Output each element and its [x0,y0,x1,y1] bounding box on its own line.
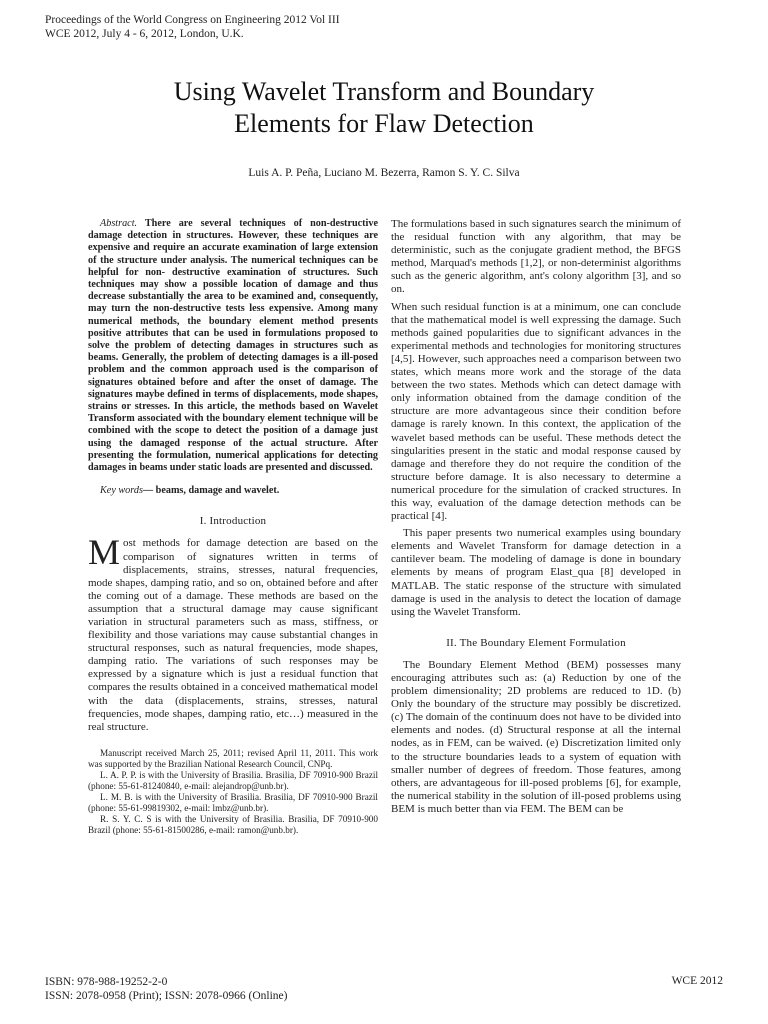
author-list: Luis A. P. Peña, Luciano M. Bezerra, Ramon S. Y. C. Silva [248,167,520,179]
issn: ISSN: 2078-0958 (Print); ISSN: 2078-0966 (Online) [45,990,288,1002]
header-line-2: WCE 2012, July 4 - 6, 2012, London, U.K. [45,28,244,40]
proceedings-header [45,13,340,41]
body-paragraph: This paper presents two numerical examples using boundary elements and Wavelet Transform for damage detection in a cantilever beam. The modeling of damage is done in boundary elements by means of program Elast_qua [8] developed in MATLAB. The static response of the structure with simulated damage is used in the analysis to detect the location of damage using the Wavelet Transform. [391,527,681,618]
footnote-item: L. A. P. P. is with the University of Brasilia. Brasilia, DF 70910-900 Brazil (phone: 55-61-81240840, e-mail: alejandrop@unb.br). [88,769,378,791]
isbn: ISBN: 978-988-19252-2-0 [45,976,168,988]
title-line-1: Using Wavelet Transform and Boundary [173,77,595,106]
body-paragraph: The formulations based in such signatures search the minimum of the residual function with any algorithm, that may be deterministic, such as the conjugate gradient method, the BFGS method, Marquad's methods [1,2], or non-determinist algorithms such as the generic algorithm, ant's colony algorithm [3], and so on. [391,218,681,296]
abstract [88,218,378,474]
keywords [88,484,378,497]
abstract-text: There are several techniques of non-destructive damage detection in structures. However, these techniques are expensive and require an accurate examination of large extension of the structure under analysis. The numerical techniques can be helpful for non- destructive examination of structures. Such techniques may show a possible location of damage and thus decrease substantially the area to be examined and, consequently, may turn the non-destructive tests less expensive. Among many numerical methods, the boundary element method presents positive attributes that can be used in formulations proposed to solve the problem of detecting damages in structures such as beams. Generally, the problem of detecting damages is a ill-posed problem and the common approach used is the comparison of signatures obtained before and after the onset of damage. The signatures maybe defined in terms of displacements, mode shapes, strains or stresses. In this article, the methods based on Wavelet Transform associated with the boundary element technique will be combined with the scope to detect the position of a damage just using the damaged response of the actual structure. After presenting the formulation, numerical applications for detecting damages in beams under static loads are presented and discussed. [88,218,378,474]
body-paragraph: The Boundary Element Method (BEM) possesses many encouraging attributes such as: (a) Reduction by one of the problem dimensionality; 2D problems are reduced to 1D. (b) Only the boundary of the structure may possibly be discretized. (c) The domain of the continuum does not have to be divided into elements and nodes. (d) Structural response at all the internal nodes, as in FEM, can be waived. (e) Discretization limited only to the structure boundaries leads to a system of equation with smaller number of degrees of freedom. Those features, among others, are advantageous for ill-posed problems [6], for example, the numerical stability in the solution of ill-posed problems using BEM is much better than via FEM. The BEM can be [391,658,681,815]
footnote-item: R. S. Y. C. S is with the University of Brasilia. Brasilia, DF 70910-900 Brazil (phone: 55-61-81500286, e-mail: ramon@unb.br). [88,813,378,835]
paper-title [0,76,768,140]
section-heading-introduction: I. Introduction [199,515,267,528]
footer-conference: WCE 2012 [671,975,723,987]
left-column [88,218,378,836]
intro-text: ost methods for damage detection are based on the comparison of signatures written in terms of displacements, strains, stresses, natural frequencies, mode shapes, damping ratio, and so on, obtained before and after the coming out of a damage. These methods are based on the assumption that a structural damage may cause significant variation in structural parameters such as mass, stiffness, or flexibility and those variations may cause substantial changes in structural responses, such as natural frequencies, mode shapes, damping ratio. The variations of such responses may be expressed by a signature which is just a residual function that compares the results obtained in a conceived mathematical model with the data (displacements, strains, stresses, natural frequencies, mode shapes, damping ratio, etc…) measured in the real structure. [88,537,378,733]
footnote-item: Manuscript received March 25, 2011; revised April 11, 2011. This work was supported by the Brazilian National Research Council, CNPq. [88,747,378,769]
body-paragraph: When such residual function is at a minimum, one can conclude that the mathematical model is well expressing the damage. Such methods gained popularities due to significant advances in the experimental methods and technologies for monitoring structures [4,5]. However, such approaches need a comparison between two states, which means more work and the storage of the data between the two states. Methods which can detect damage with only information obtained from the damage condition of the structure are more advantageous since their condition before damage is rarely known. In this context, the application of the wavelet based methods can be useful. These methods detect the singularities present in the static and modal response caused by damage and therefore they do not require the condition of the structure before damage. It is also necessary to determine a numerical procedure for the simulation of cracked structures. In this way, evaluation of the damage detection methods can be practical [4]. [391,300,681,523]
keywords-text: — beams, damage and wavelet. [142,485,280,497]
title-line-2: Elements for Flaw Detection [234,109,534,138]
drop-cap: M [88,532,121,573]
keywords-lead: Key words [100,485,143,497]
footnote-item: L. M. B. is with the University of Brasilia. Brasilia, DF 70910-900 Brazil (phone: 55-61-99819302, e-mail: lmbz@unb.br). [88,791,378,813]
footnotes [88,748,378,836]
header-line-1: Proceedings of the World Congress on Engineering 2012 Vol III [45,14,340,26]
right-column [391,218,681,820]
section-heading-bem: II. The Boundary Element Formulation [446,636,626,649]
footer-identifiers [45,975,287,1003]
abstract-lead: Abstract. [100,218,138,229]
intro-paragraph [88,532,378,733]
